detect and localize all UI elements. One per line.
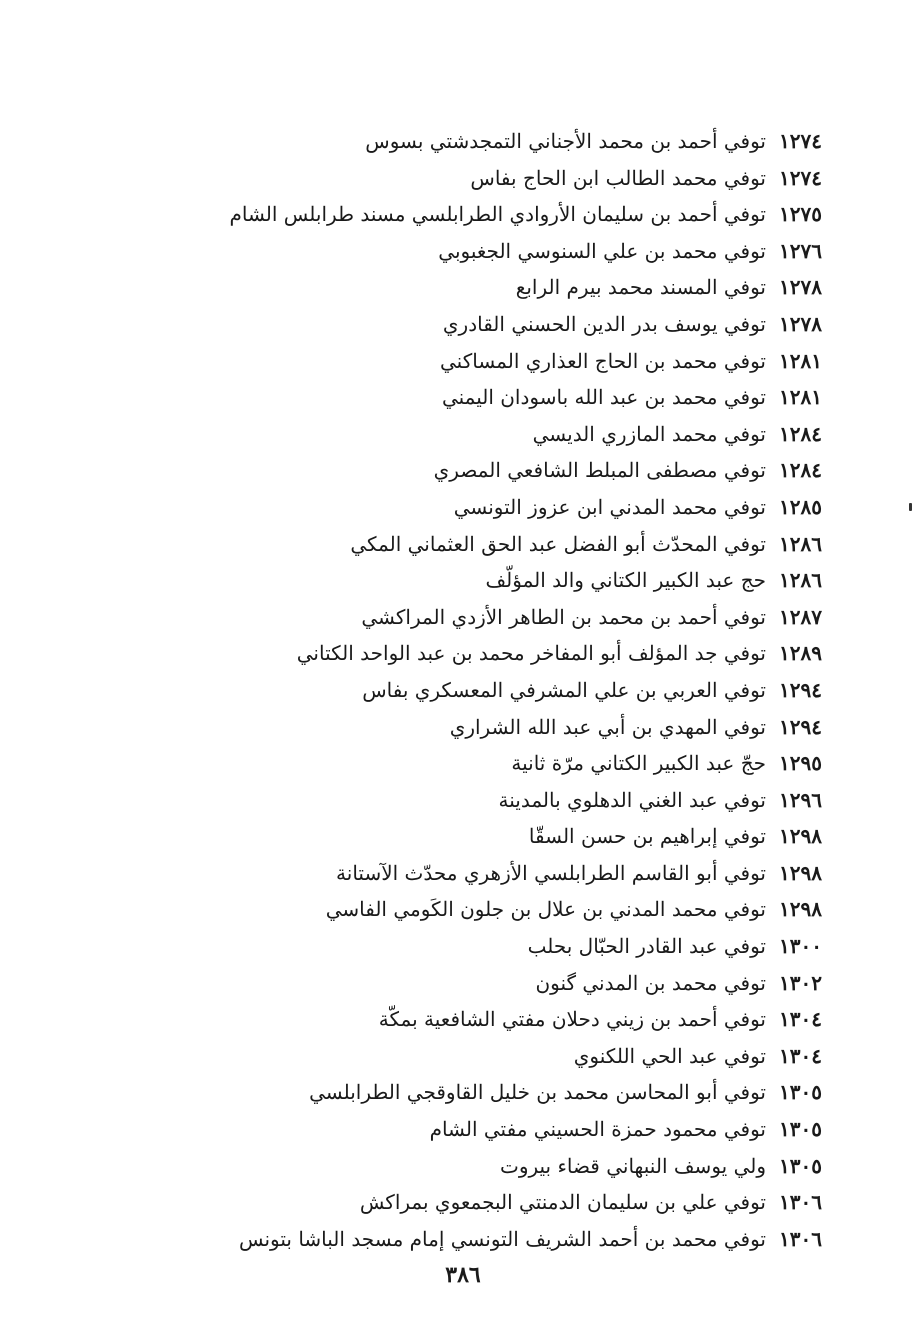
chronology-entry [142, 782, 822, 819]
entry-year: ١٢٧٦ [779, 238, 822, 263]
entry-year: ١٢٨٦ [779, 531, 822, 556]
chronology-entry [142, 635, 822, 672]
entry-text: توفي عبد الغني الدهلوي بالمدينة [498, 787, 766, 812]
entry-year: ١٢٩٤ [779, 714, 822, 739]
entry-year: ١٢٧٨ [779, 311, 822, 336]
entry-text: توفي المهدي بن أبي عبد الله الشراري [449, 714, 766, 739]
entry-year: ١٢٩٨ [779, 897, 822, 922]
entry-year: ١٢٧٥ [779, 202, 822, 227]
entry-year: ١٣٠٦ [779, 1226, 822, 1251]
entry-year: ١٢٨١ [779, 385, 822, 410]
entry-text: توفي محمد الطالب ابن الحاج بفاس [470, 165, 766, 190]
scan-edge-mark [909, 503, 912, 511]
entry-text: توفي محمد بن أحمد الشريف التونسي إمام مسجد الباشا بتونس [238, 1226, 766, 1251]
entry-text: توفي محمد بن علي السنوسي الجغبوبي [438, 238, 766, 263]
entry-text: توفي محمد بن عبد الله باسودان اليمني [441, 385, 766, 410]
chronology-entry [142, 526, 822, 563]
entry-year: ١٢٧٤ [779, 165, 822, 190]
chronology-entry [142, 160, 822, 197]
chronology-entry [142, 233, 822, 270]
entry-year: ١٣٠٠ [779, 934, 822, 959]
entry-text: توفي محمد المازري الديسي [532, 421, 766, 446]
entry-year: ١٢٨٩ [779, 641, 822, 666]
entry-text: توفي عبد الحي اللكنوي [573, 1043, 766, 1068]
entry-year: ١٣٠٤ [779, 1043, 822, 1068]
entry-text: توفي يوسف بدر الدين الحسني القادري [442, 311, 766, 336]
entry-text: توفي العربي بن علي المشرفي المعسكري بفاس [362, 677, 766, 702]
chronology-entry [142, 1111, 822, 1148]
entry-text: توفي محمد بن الحاج العذاري المساكني [440, 348, 766, 373]
chronology-entry [142, 1074, 822, 1111]
entry-text: توفي أبو القاسم الطرابلسي الأزهري محدّث الآستانة [336, 860, 766, 885]
chronology-entry [142, 745, 822, 782]
entry-year: ١٢٨٤ [779, 421, 822, 446]
chronology-entry [142, 672, 822, 709]
entry-text: توفي علي بن سليمان الدمنتي البجمعوي بمراكش [359, 1190, 766, 1215]
entry-text: توفي محمد المدني ابن عزوز التونسي [453, 494, 766, 519]
entry-year: ١٢٨١ [779, 348, 822, 373]
entry-year: ١٣٠٢ [779, 970, 822, 995]
entry-year: ١٢٩٨ [779, 860, 822, 885]
entry-text: توفي المسند محمد بيرم الرابع [515, 275, 766, 300]
chronology-entry [142, 379, 822, 416]
entry-text: توفي أحمد بن محمد الأجناني التمجدشتي بسوس [365, 129, 766, 153]
entry-text: توفي أبو المحاسن محمد بن خليل القاوقجي الطرابلسي [309, 1080, 766, 1105]
chronology-entry [142, 1184, 822, 1221]
entry-year: ١٣٠٤ [779, 1007, 822, 1032]
entry-year: ١٢٨٦ [779, 568, 822, 593]
chronology-entry [142, 599, 822, 636]
entry-text: ولي يوسف النبهاني قضاء بيروت [499, 1153, 766, 1178]
chronology-entry [142, 452, 822, 489]
chronology-entry [142, 306, 822, 343]
entry-year: ١٣٠٥ [779, 1080, 822, 1105]
entry-text: توفي إبراهيم بن حسن السقّا [528, 824, 766, 849]
entry-text: توفي عبد القادر الحبّال بحلب [527, 934, 766, 959]
entry-text: توفي محمد المدني بن علال بن جلون الكَومي الفاسي [325, 897, 766, 922]
entry-year: ١٢٩٨ [779, 824, 822, 849]
chronology-entry [142, 1038, 822, 1075]
entry-text: توفي أحمد بن سليمان الأروادي الطرابلسي مسند طرابلس الشام [229, 202, 766, 227]
chronology-entry [142, 891, 822, 928]
chronology-entry [142, 1148, 822, 1185]
chronology-entry [142, 269, 822, 306]
entry-text: حج عبد الكبير الكتاني والد المؤلّف [485, 568, 766, 593]
entry-text: حجّ عبد الكبير الكتاني مرّة ثانية [511, 751, 766, 776]
entry-year: ١٣٠٥ [779, 1117, 822, 1142]
entry-text: توفي المحدّث أبو الفضل عبد الحق العثماني المكي [350, 531, 766, 556]
chronology-entry [142, 928, 822, 965]
entry-year: ١٢٨٧ [779, 604, 822, 629]
entry-text: توفي جد المؤلف أبو المفاخر محمد بن عبد الواحد الكتاني [296, 641, 766, 666]
chronology-list [142, 123, 822, 1257]
entry-text: توفي محمود حمزة الحسيني مفتي الشام [429, 1117, 766, 1142]
chronology-entry [142, 196, 822, 233]
entry-year: ١٣٠٦ [779, 1190, 822, 1215]
entry-year: ١٢٩٤ [779, 677, 822, 702]
chronology-entry [142, 416, 822, 453]
chronology-entry [142, 1001, 822, 1038]
entry-year: ١٢٧٨ [779, 275, 822, 300]
chronology-entry [142, 1221, 822, 1258]
entry-text: توفي محمد بن المدني گنون [535, 970, 766, 995]
entry-year: ١٢٨٥ [779, 494, 822, 519]
entry-year: ١٢٩٦ [779, 787, 822, 812]
chronology-entry [142, 562, 822, 599]
chronology-entry [142, 343, 822, 380]
entry-year: ١٢٨٤ [779, 458, 822, 483]
chronology-entry [142, 818, 822, 855]
entry-year: ١٢٩٥ [779, 751, 822, 776]
entry-text: توفي أحمد بن زيني دحلان مفتي الشافعية بمكّة [378, 1007, 766, 1032]
entry-text: توفي مصطفى المبلط الشافعي المصري [433, 458, 766, 483]
chronology-entry [142, 709, 822, 746]
entry-year: ١٣٠٥ [779, 1153, 822, 1178]
chronology-entry [142, 489, 822, 526]
chronology-entry [142, 855, 822, 892]
entry-year: ١٢٧٤ [779, 129, 822, 153]
page-number: ٣٨٦ [445, 1262, 481, 1288]
entry-text: توفي أحمد بن محمد بن الطاهر الأزدي المراكشي [361, 604, 766, 629]
chronology-entry [142, 123, 822, 160]
chronology-entry [142, 965, 822, 1002]
